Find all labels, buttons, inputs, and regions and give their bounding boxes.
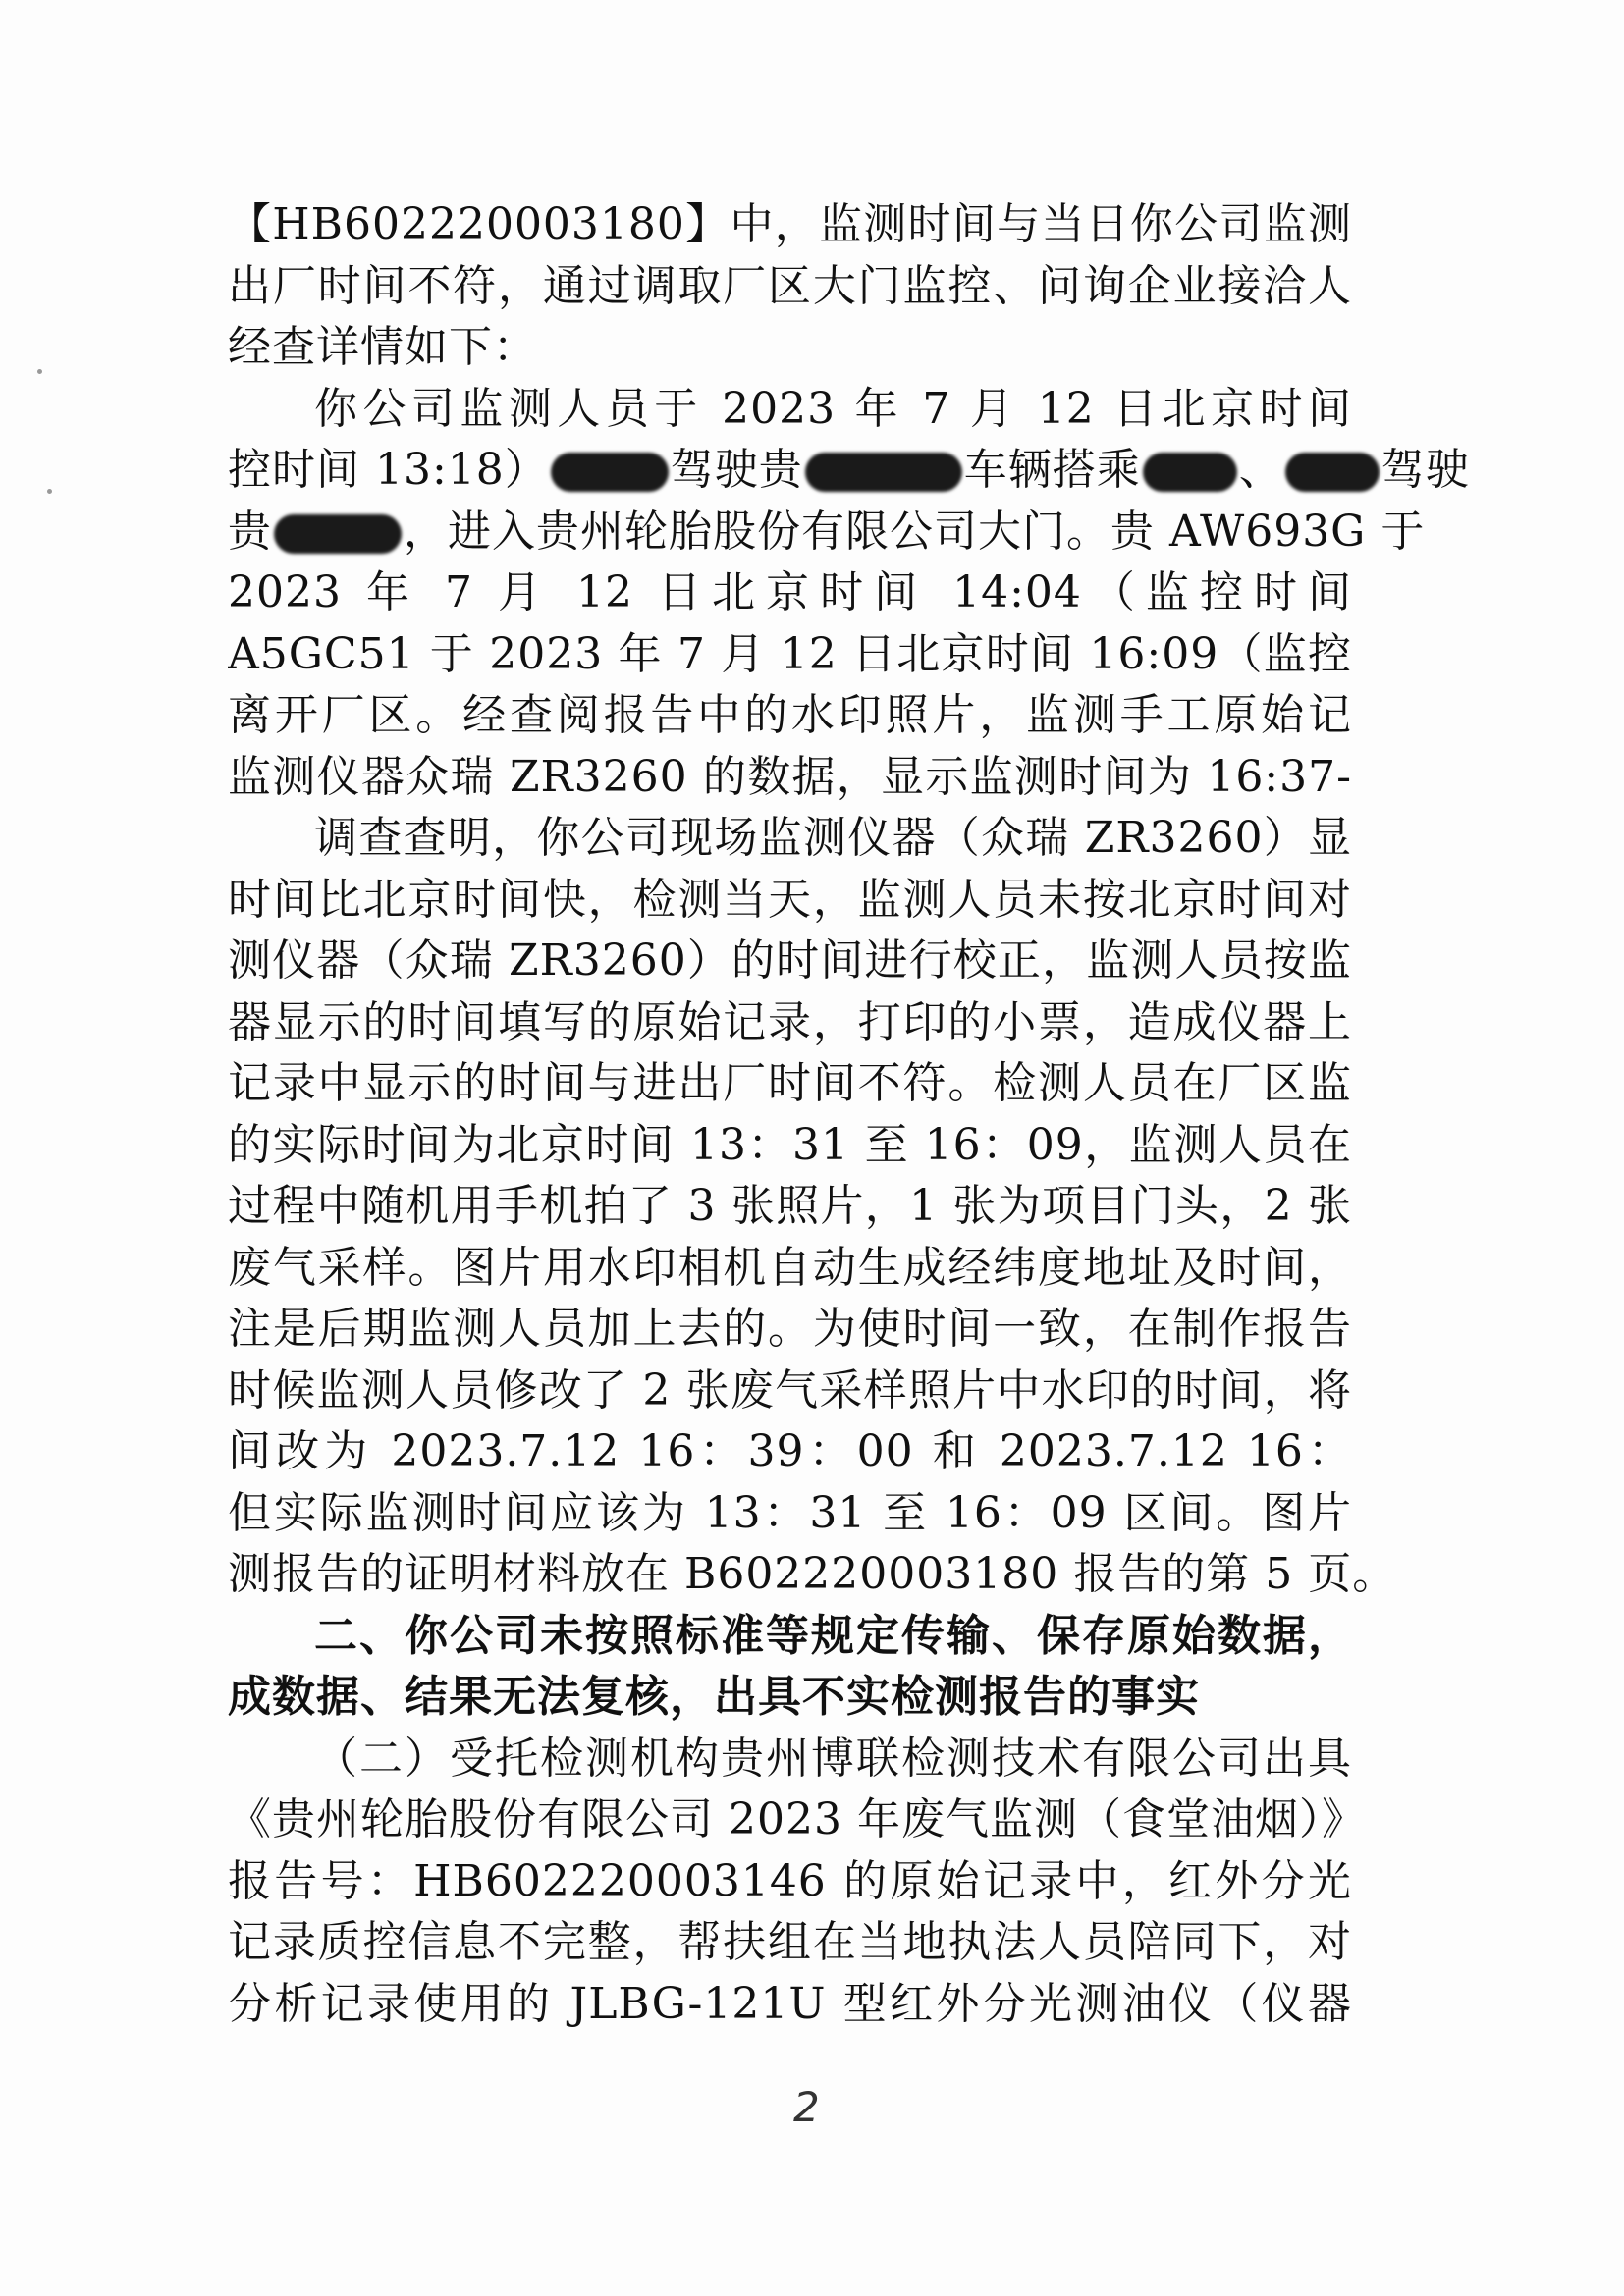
text-line: 分析记录使用的 JLBG-121U 型红外分光测油仪（仪器 bbox=[228, 1978, 1352, 2029]
text-line: 出厂时间不符，通过调取厂区大门监控、问询企业接洽人 bbox=[228, 260, 1352, 311]
text-line: 记录中显示的时间与进出厂时间不符。检测人员在厂区监 bbox=[228, 1058, 1352, 1108]
text-fragment: 车辆搭乘 bbox=[963, 445, 1141, 495]
text-line-redacted bbox=[228, 440, 1470, 502]
redaction-mark bbox=[551, 453, 669, 492]
text-line: 报告号：HB602220003146 的原始记录中，红外分光 bbox=[228, 1855, 1352, 1906]
text-line: 废气采样。图片用水印相机自动生成经纬度地址及时间， bbox=[228, 1242, 1352, 1293]
scan-speck bbox=[37, 369, 42, 374]
text-line: 测仪器（众瑞 ZR3260）的时间进行校正，监测人员按监 bbox=[228, 935, 1352, 986]
scan-speck bbox=[47, 489, 52, 494]
text-line: 但实际监测时间应该为 13：31 至 16：09 区间。图片 bbox=[228, 1487, 1352, 1538]
redaction-mark bbox=[1285, 453, 1380, 492]
text-fragment: 驾驶 bbox=[1380, 445, 1470, 495]
text-fragment: 驾驶贵 bbox=[670, 445, 803, 495]
text-line: （二）受托检测机构贵州博联检测技术有限公司出具 bbox=[314, 1733, 1352, 1784]
text-fragment: 贵 bbox=[228, 506, 272, 557]
text-line: 注是后期监测人员加上去的。为使时间一致，在制作报告 bbox=[228, 1304, 1352, 1354]
page-number: 2 bbox=[793, 2083, 820, 2131]
text-line: 经查详情如下： bbox=[228, 322, 537, 372]
text-line: 的实际时间为北京时间 13：31 至 16：09，监测人员在 bbox=[228, 1119, 1352, 1170]
redaction-mark bbox=[805, 453, 962, 492]
text-line: 你公司监测人员于 2023 年 7 月 12 日北京时间 bbox=[314, 383, 1352, 434]
text-line: 监测仪器众瑞 ZR3260 的数据，显示监测时间为 16:37- bbox=[228, 751, 1352, 802]
text-fragment: 、 bbox=[1238, 445, 1283, 495]
text-fragment: ，进入贵州轮胎股份有限公司大门。贵 AW693G 于 bbox=[404, 506, 1426, 557]
text-line: A5GC51 于 2023 年 7 月 12 日北京时间 16:09（监控 bbox=[228, 628, 1352, 679]
text-line: 过程中随机用手机拍了 3 张照片，1 张为项目门头，2 张 bbox=[228, 1181, 1352, 1231]
text-line: 时间比北京时间快，检测当天，监测人员未按北京时间对 bbox=[228, 874, 1352, 925]
redaction-mark bbox=[274, 514, 402, 554]
text-line: 时候监测人员修改了 2 张废气采样照片中水印的时间，将 bbox=[228, 1364, 1352, 1415]
text-line: 【HB602220003180】中，监测时间与当日你公司监测 bbox=[228, 199, 1352, 249]
section-heading: 二、你公司未按照标准等规定传输、保存原始数据， bbox=[314, 1610, 1352, 1661]
text-line: 《贵州轮胎股份有限公司 2023 年废气监测（食堂油烟）》 bbox=[228, 1794, 1366, 1844]
text-line: 记录质控信息不完整，帮扶组在当地执法人员陪同下，对 bbox=[228, 1917, 1352, 1967]
text-line: 离开厂区。经查阅报告中的水印照片，监测手工原始记 bbox=[228, 690, 1352, 740]
document-body bbox=[228, 194, 1470, 2035]
section-heading: 成数据、结果无法复核，出具不实检测报告的事实 bbox=[228, 1672, 1200, 1722]
text-fragment: 控时间 13:18） bbox=[228, 445, 549, 495]
text-line: 2023 年 7 月 12 日北京时间 14:04（监控时间 bbox=[228, 567, 1352, 617]
text-line: 器显示的时间填写的原始记录，打印的小票，造成仪器上 bbox=[228, 996, 1352, 1047]
text-line: 调查查明，你公司现场监测仪器（众瑞 ZR3260）显 bbox=[314, 813, 1352, 863]
text-line: 间改为 2023.7.12 16：39：00 和 2023.7.12 16： bbox=[228, 1426, 1352, 1476]
text-line: 测报告的证明材料放在 B602220003180 报告的第 5 页。 bbox=[228, 1549, 1397, 1599]
text-line-redacted bbox=[228, 502, 1426, 563]
redaction-mark bbox=[1143, 453, 1237, 492]
